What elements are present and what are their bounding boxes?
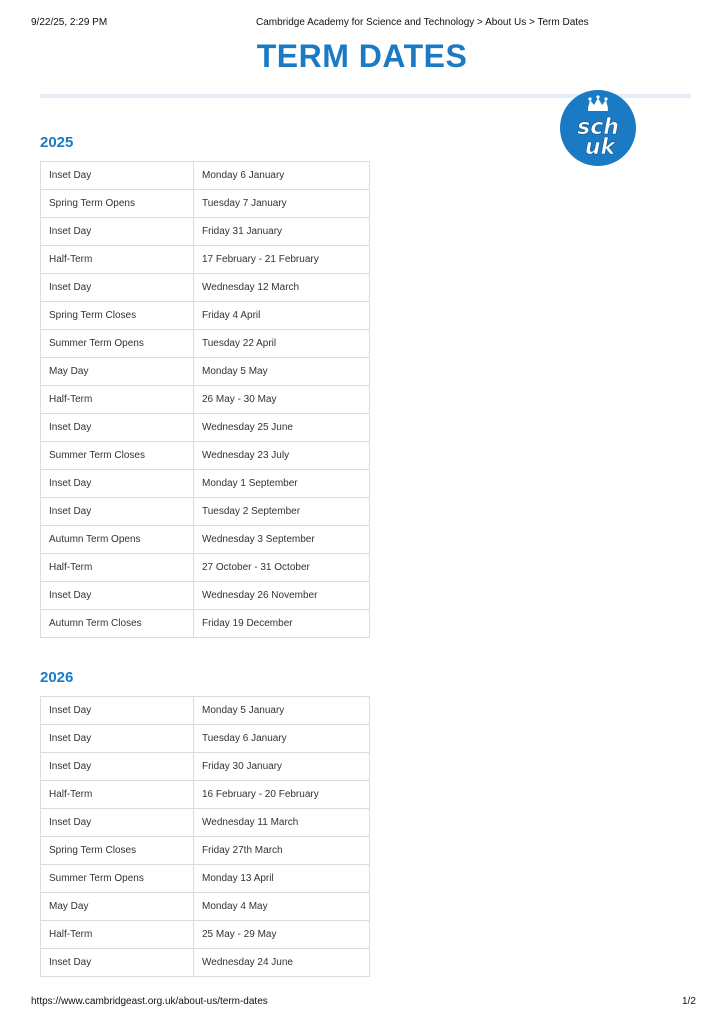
table-row bbox=[41, 190, 370, 218]
date-cell: Friday 31 January bbox=[194, 218, 370, 246]
event-cell: Inset Day bbox=[41, 697, 194, 725]
event-cell: Half-Term bbox=[41, 386, 194, 414]
event-cell: Half-Term bbox=[41, 921, 194, 949]
logo-text-line1: sch bbox=[577, 115, 619, 140]
print-datetime: 9/22/25, 2:29 PM bbox=[31, 17, 108, 28]
table-row bbox=[41, 554, 370, 582]
event-cell: Inset Day bbox=[41, 949, 194, 977]
table-row bbox=[41, 358, 370, 386]
date-cell: Monday 4 May bbox=[194, 893, 370, 921]
event-cell: Inset Day bbox=[41, 809, 194, 837]
event-cell: Inset Day bbox=[41, 725, 194, 753]
table-row bbox=[41, 414, 370, 442]
event-cell: May Day bbox=[41, 893, 194, 921]
year-heading-2025: 2025 bbox=[40, 134, 74, 151]
date-cell: Monday 1 September bbox=[194, 470, 370, 498]
sch-uk-logo-icon bbox=[559, 89, 637, 167]
page-url: https://www.cambridgeast.org.uk/about-us/term-dates bbox=[31, 996, 268, 1007]
date-cell: Monday 6 January bbox=[194, 162, 370, 190]
table-row bbox=[41, 725, 370, 753]
date-cell: Wednesday 24 June bbox=[194, 949, 370, 977]
table-row bbox=[41, 753, 370, 781]
event-cell: Inset Day bbox=[41, 218, 194, 246]
table-row bbox=[41, 526, 370, 554]
date-cell: Wednesday 3 September bbox=[194, 526, 370, 554]
table-row bbox=[41, 949, 370, 977]
event-cell: Half-Term bbox=[41, 246, 194, 274]
date-cell: Friday 30 January bbox=[194, 753, 370, 781]
date-cell: Wednesday 26 November bbox=[194, 582, 370, 610]
logo-text-line2: uk bbox=[584, 135, 616, 160]
event-cell: Autumn Term Opens bbox=[41, 526, 194, 554]
date-cell: Monday 5 May bbox=[194, 358, 370, 386]
event-cell: Inset Day bbox=[41, 753, 194, 781]
table-row bbox=[41, 246, 370, 274]
date-cell: Tuesday 7 January bbox=[194, 190, 370, 218]
event-cell: Inset Day bbox=[41, 274, 194, 302]
date-cell: 26 May - 30 May bbox=[194, 386, 370, 414]
event-cell: Inset Day bbox=[41, 162, 194, 190]
term-dates-table-2026 bbox=[40, 696, 370, 977]
table-row bbox=[41, 865, 370, 893]
date-cell: Wednesday 12 March bbox=[194, 274, 370, 302]
date-cell: 16 February - 20 February bbox=[194, 781, 370, 809]
table-row bbox=[41, 781, 370, 809]
event-cell: Spring Term Closes bbox=[41, 302, 194, 330]
event-cell: Spring Term Opens bbox=[41, 190, 194, 218]
table-row bbox=[41, 809, 370, 837]
event-cell: Inset Day bbox=[41, 498, 194, 526]
table-row bbox=[41, 442, 370, 470]
date-cell: Wednesday 11 March bbox=[194, 809, 370, 837]
table-row bbox=[41, 218, 370, 246]
event-cell: Spring Term Closes bbox=[41, 837, 194, 865]
date-cell: Friday 27th March bbox=[194, 837, 370, 865]
date-cell: 27 October - 31 October bbox=[194, 554, 370, 582]
table-row bbox=[41, 302, 370, 330]
date-cell: 25 May - 29 May bbox=[194, 921, 370, 949]
event-cell: May Day bbox=[41, 358, 194, 386]
event-cell: Autumn Term Closes bbox=[41, 610, 194, 638]
table-row bbox=[41, 582, 370, 610]
event-cell: Summer Term Opens bbox=[41, 865, 194, 893]
date-cell: Friday 19 December bbox=[194, 610, 370, 638]
table-row bbox=[41, 274, 370, 302]
date-cell: Wednesday 25 June bbox=[194, 414, 370, 442]
date-cell: Wednesday 23 July bbox=[194, 442, 370, 470]
table-row bbox=[41, 610, 370, 638]
term-dates-table-2025 bbox=[40, 161, 370, 638]
page-title: TERM DATES bbox=[256, 38, 468, 74]
date-cell: 17 February - 21 February bbox=[194, 246, 370, 274]
date-cell: Tuesday 2 September bbox=[194, 498, 370, 526]
event-cell: Inset Day bbox=[41, 470, 194, 498]
table-row bbox=[41, 162, 370, 190]
table-row bbox=[41, 470, 370, 498]
date-cell: Friday 4 April bbox=[194, 302, 370, 330]
table-row bbox=[41, 697, 370, 725]
event-cell: Summer Term Closes bbox=[41, 442, 194, 470]
table-row bbox=[41, 386, 370, 414]
table-row bbox=[41, 330, 370, 358]
table-row bbox=[41, 921, 370, 949]
event-cell: Summer Term Opens bbox=[41, 330, 194, 358]
event-cell: Half-Term bbox=[41, 781, 194, 809]
date-cell: Tuesday 22 April bbox=[194, 330, 370, 358]
table-row bbox=[41, 498, 370, 526]
table-row bbox=[41, 837, 370, 865]
event-cell: Inset Day bbox=[41, 414, 194, 442]
date-cell: Monday 13 April bbox=[194, 865, 370, 893]
school-logo[interactable] bbox=[559, 89, 637, 167]
breadcrumb: Cambridge Academy for Science and Technology > About Us > Term Dates bbox=[256, 17, 589, 28]
event-cell: Half-Term bbox=[41, 554, 194, 582]
page-number: 1/2 bbox=[682, 996, 696, 1007]
event-cell: Inset Day bbox=[41, 582, 194, 610]
year-heading-2026: 2026 bbox=[40, 669, 74, 686]
date-cell: Monday 5 January bbox=[194, 697, 370, 725]
table-row bbox=[41, 893, 370, 921]
date-cell: Tuesday 6 January bbox=[194, 725, 370, 753]
